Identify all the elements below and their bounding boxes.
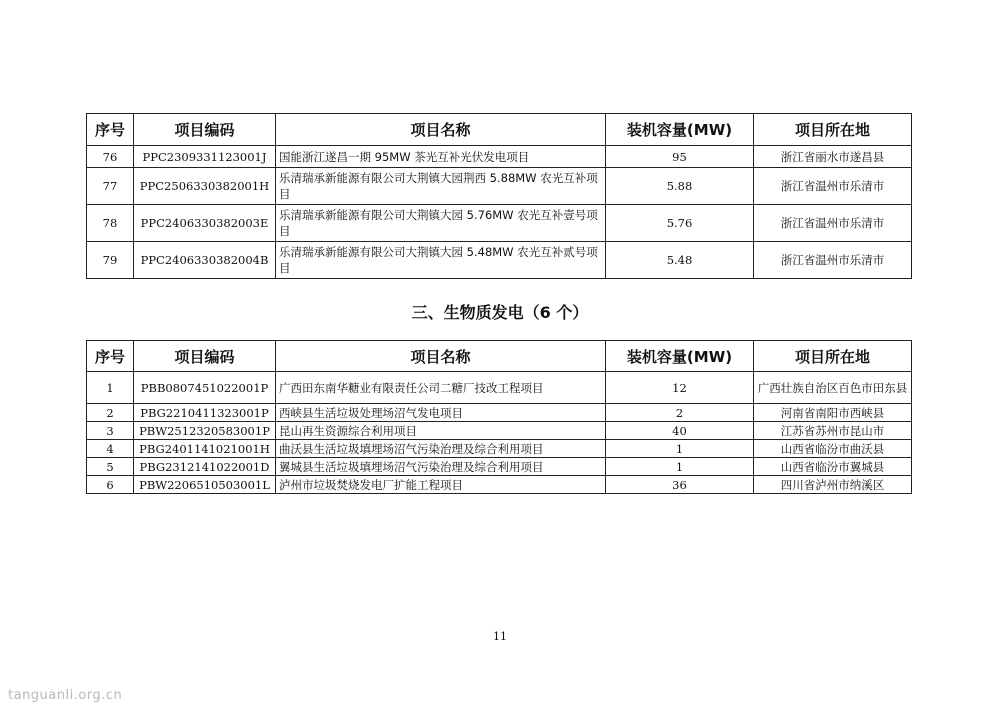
cell-location: 浙江省温州市乐清市 <box>754 205 912 242</box>
cell-index: 77 <box>87 168 134 205</box>
cell-capacity: 12 <box>606 372 754 404</box>
table-row <box>87 146 912 168</box>
cell-capacity: 2 <box>606 404 754 422</box>
cell-capacity: 5.76 <box>606 205 754 242</box>
cell-name: 乐清瑞承新能源有限公司大荆镇大园 5.76MW 农光互补壹号项目 <box>276 205 606 242</box>
table-header-row <box>87 341 912 372</box>
table-row <box>87 372 912 404</box>
table-row <box>87 440 912 458</box>
cell-capacity: 40 <box>606 422 754 440</box>
table-row <box>87 205 912 242</box>
cell-code: PBG2210411323001P <box>134 404 276 422</box>
cell-name: 乐清瑞承新能源有限公司大荆镇大园 5.48MW 农光互补贰号项目 <box>276 242 606 279</box>
table-row <box>87 422 912 440</box>
cell-index: 78 <box>87 205 134 242</box>
cell-code: PBW2512320583001P <box>134 422 276 440</box>
cell-index: 2 <box>87 404 134 422</box>
cell-capacity: 95 <box>606 146 754 168</box>
cell-code: PBG2401141021001H <box>134 440 276 458</box>
header-name: 项目名称 <box>276 114 606 146</box>
table-row <box>87 404 912 422</box>
cell-name: 国能浙江遂昌一期 95MW 茶光互补光伏发电项目 <box>276 146 606 168</box>
cell-capacity: 5.48 <box>606 242 754 279</box>
header-code: 项目编码 <box>134 114 276 146</box>
header-code: 项目编码 <box>134 341 276 372</box>
biomass-projects-table <box>86 340 912 494</box>
header-capacity: 装机容量(MW) <box>606 114 754 146</box>
cell-index: 3 <box>87 422 134 440</box>
page-number: 11 <box>493 630 507 643</box>
solar-projects-table <box>86 113 912 279</box>
cell-location: 广西壮族自治区百色市田东县 <box>754 372 912 404</box>
cell-name: 广西田东南华糖业有限责任公司二糖厂技改工程项目 <box>276 372 606 404</box>
header-location: 项目所在地 <box>754 114 912 146</box>
cell-code: PPC2309331123001J <box>134 146 276 168</box>
cell-location: 山西省临汾市翼城县 <box>754 458 912 476</box>
cell-location: 山西省临汾市曲沃县 <box>754 440 912 458</box>
table-body <box>87 372 912 494</box>
cell-location: 江苏省苏州市昆山市 <box>754 422 912 440</box>
cell-index: 6 <box>87 476 134 494</box>
table-row <box>87 242 912 279</box>
table-header-row <box>87 114 912 146</box>
watermark: tanguanli.org.cn <box>8 688 123 703</box>
cell-location: 浙江省丽水市遂昌县 <box>754 146 912 168</box>
cell-code: PPC2506330382001H <box>134 168 276 205</box>
cell-index: 79 <box>87 242 134 279</box>
header-name: 项目名称 <box>276 341 606 372</box>
cell-index: 4 <box>87 440 134 458</box>
cell-capacity: 1 <box>606 440 754 458</box>
table-row <box>87 458 912 476</box>
cell-name: 泸州市垃圾焚烧发电厂扩能工程项目 <box>276 476 606 494</box>
cell-index: 76 <box>87 146 134 168</box>
header-index: 序号 <box>87 341 134 372</box>
table-row <box>87 168 912 205</box>
cell-name: 乐清瑞承新能源有限公司大荆镇大园荆西 5.88MW 农光互补项目 <box>276 168 606 205</box>
cell-location: 四川省泸州市纳溪区 <box>754 476 912 494</box>
cell-location: 河南省南阳市西峡县 <box>754 404 912 422</box>
table-body <box>87 146 912 279</box>
header-capacity: 装机容量(MW) <box>606 341 754 372</box>
header-index: 序号 <box>87 114 134 146</box>
cell-location: 浙江省温州市乐清市 <box>754 168 912 205</box>
cell-name: 西峡县生活垃圾处理场沼气发电项目 <box>276 404 606 422</box>
cell-code: PBG2312141022001D <box>134 458 276 476</box>
cell-name: 曲沃县生活垃圾填埋场沼气污染治理及综合利用项目 <box>276 440 606 458</box>
cell-index: 1 <box>87 372 134 404</box>
cell-capacity: 1 <box>606 458 754 476</box>
cell-code: PPC2406330382003E <box>134 205 276 242</box>
cell-code: PBB0807451022001P <box>134 372 276 404</box>
cell-code: PPC2406330382004B <box>134 242 276 279</box>
cell-index: 5 <box>87 458 134 476</box>
section-heading: 三、生物质发电（6 个） <box>411 303 589 322</box>
cell-location: 浙江省温州市乐清市 <box>754 242 912 279</box>
cell-capacity: 5.88 <box>606 168 754 205</box>
cell-name: 昆山再生资源综合利用项目 <box>276 422 606 440</box>
cell-name: 翼城县生活垃圾填埋场沼气污染治理及综合利用项目 <box>276 458 606 476</box>
header-location: 项目所在地 <box>754 341 912 372</box>
table-row <box>87 476 912 494</box>
cell-capacity: 36 <box>606 476 754 494</box>
cell-code: PBW2206510503001L <box>134 476 276 494</box>
